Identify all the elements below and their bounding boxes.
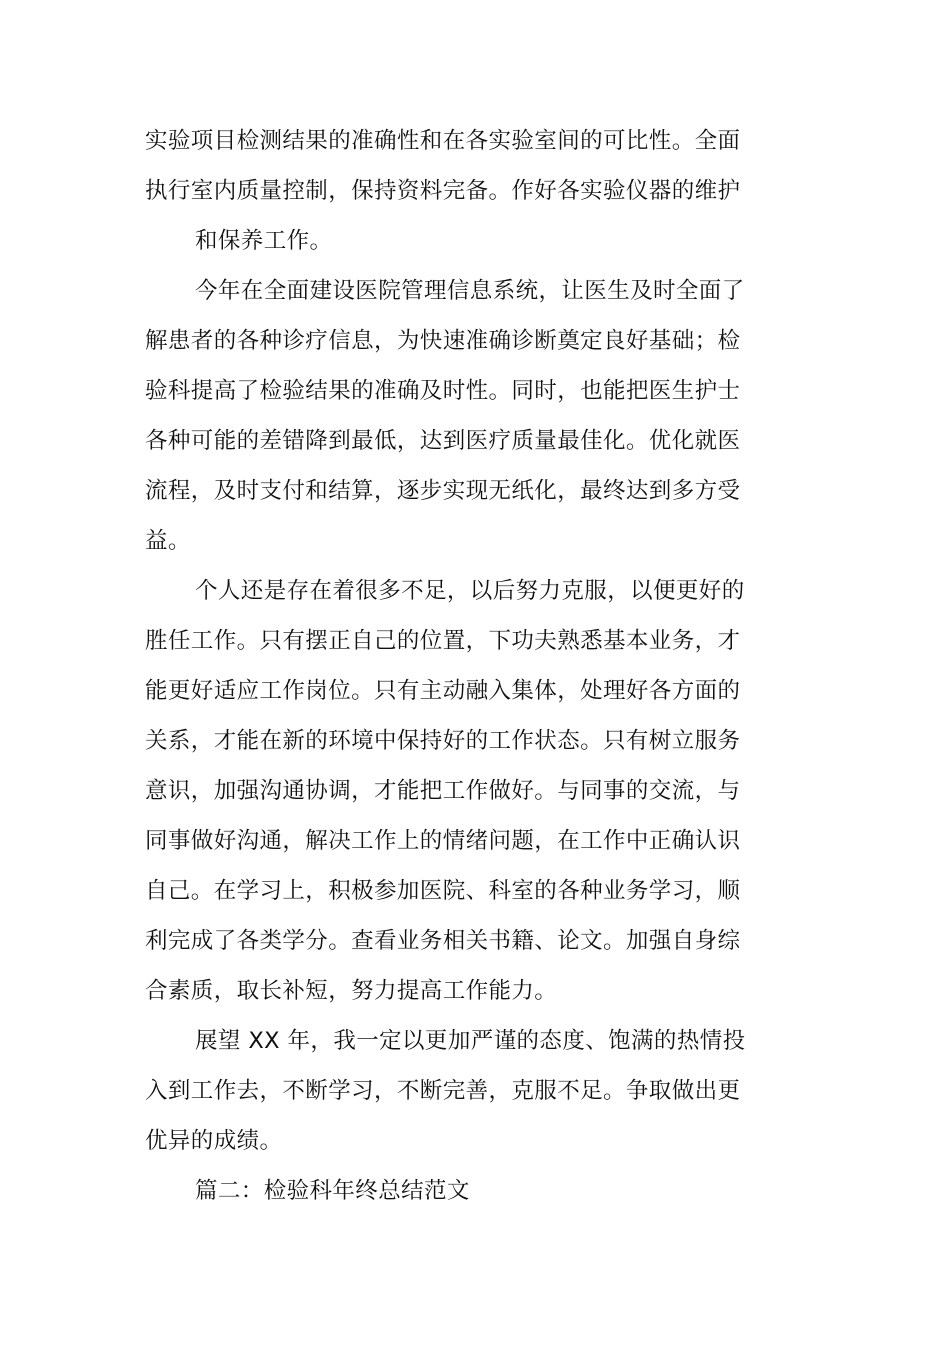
text-line: 今年在全面建设医院管理信息系统，让医生及时全面了 [195, 278, 745, 304]
text-line: 意识，加强沟通协调，才能把工作做好。与同事的交流，与 [145, 778, 741, 804]
text-line: 验科提高了检验结果的准确及时性。同时，也能把医生护士 [145, 378, 741, 404]
text-line: 入到工作去，不断学习，不断完善，克服不足。争取做出更 [145, 1078, 741, 1104]
text-line: 胜任工作。只有摆正自己的位置，下功夫熟悉基本业务，才 [145, 628, 741, 654]
text-line: 优异的成绩。 [145, 1128, 283, 1154]
text-line: 各种可能的差错降到最低，达到医疗质量最佳化。优化就医 [145, 428, 741, 454]
text-line: 关系，才能在新的环境中保持好的工作状态。只有树立服务 [145, 728, 741, 754]
text-line: 实验项目检测结果的准确性和在各实验室间的可比性。全面 [145, 128, 741, 154]
text-line: 自己。在学习上，积极参加医院、科室的各种业务学习，顺 [145, 878, 741, 904]
section-heading: 篇二：检验科年终总结范文 [195, 1178, 470, 1204]
text-line: 展望 XX 年，我一定以更加严谨的态度、饱满的热情投 [195, 1028, 746, 1054]
text-line: 个人还是存在着很多不足，以后努力克服，以便更好的 [195, 578, 745, 604]
text-line: 解患者的各种诊疗信息，为快速准确诊断奠定良好基础；检 [145, 328, 741, 354]
text-line: 和保养工作。 [195, 228, 333, 254]
text-line: 执行室内质量控制，保持资料完备。作好各实验仪器的维护 [145, 178, 741, 204]
text-line: 同事做好沟通，解决工作上的情绪问题，在工作中正确认识 [145, 828, 741, 854]
text-line: 能更好适应工作岗位。只有主动融入集体，处理好各方面的 [145, 678, 741, 704]
text-line: 流程，及时支付和结算，逐步实现无纸化，最终达到多方受 [145, 478, 741, 504]
text-line: 益。 [145, 528, 191, 554]
text-line: 合素质，取长补短，努力提高工作能力。 [145, 978, 558, 1004]
text-line: 利完成了各类学分。查看业务相关书籍、论文。加强自身综 [145, 928, 741, 954]
